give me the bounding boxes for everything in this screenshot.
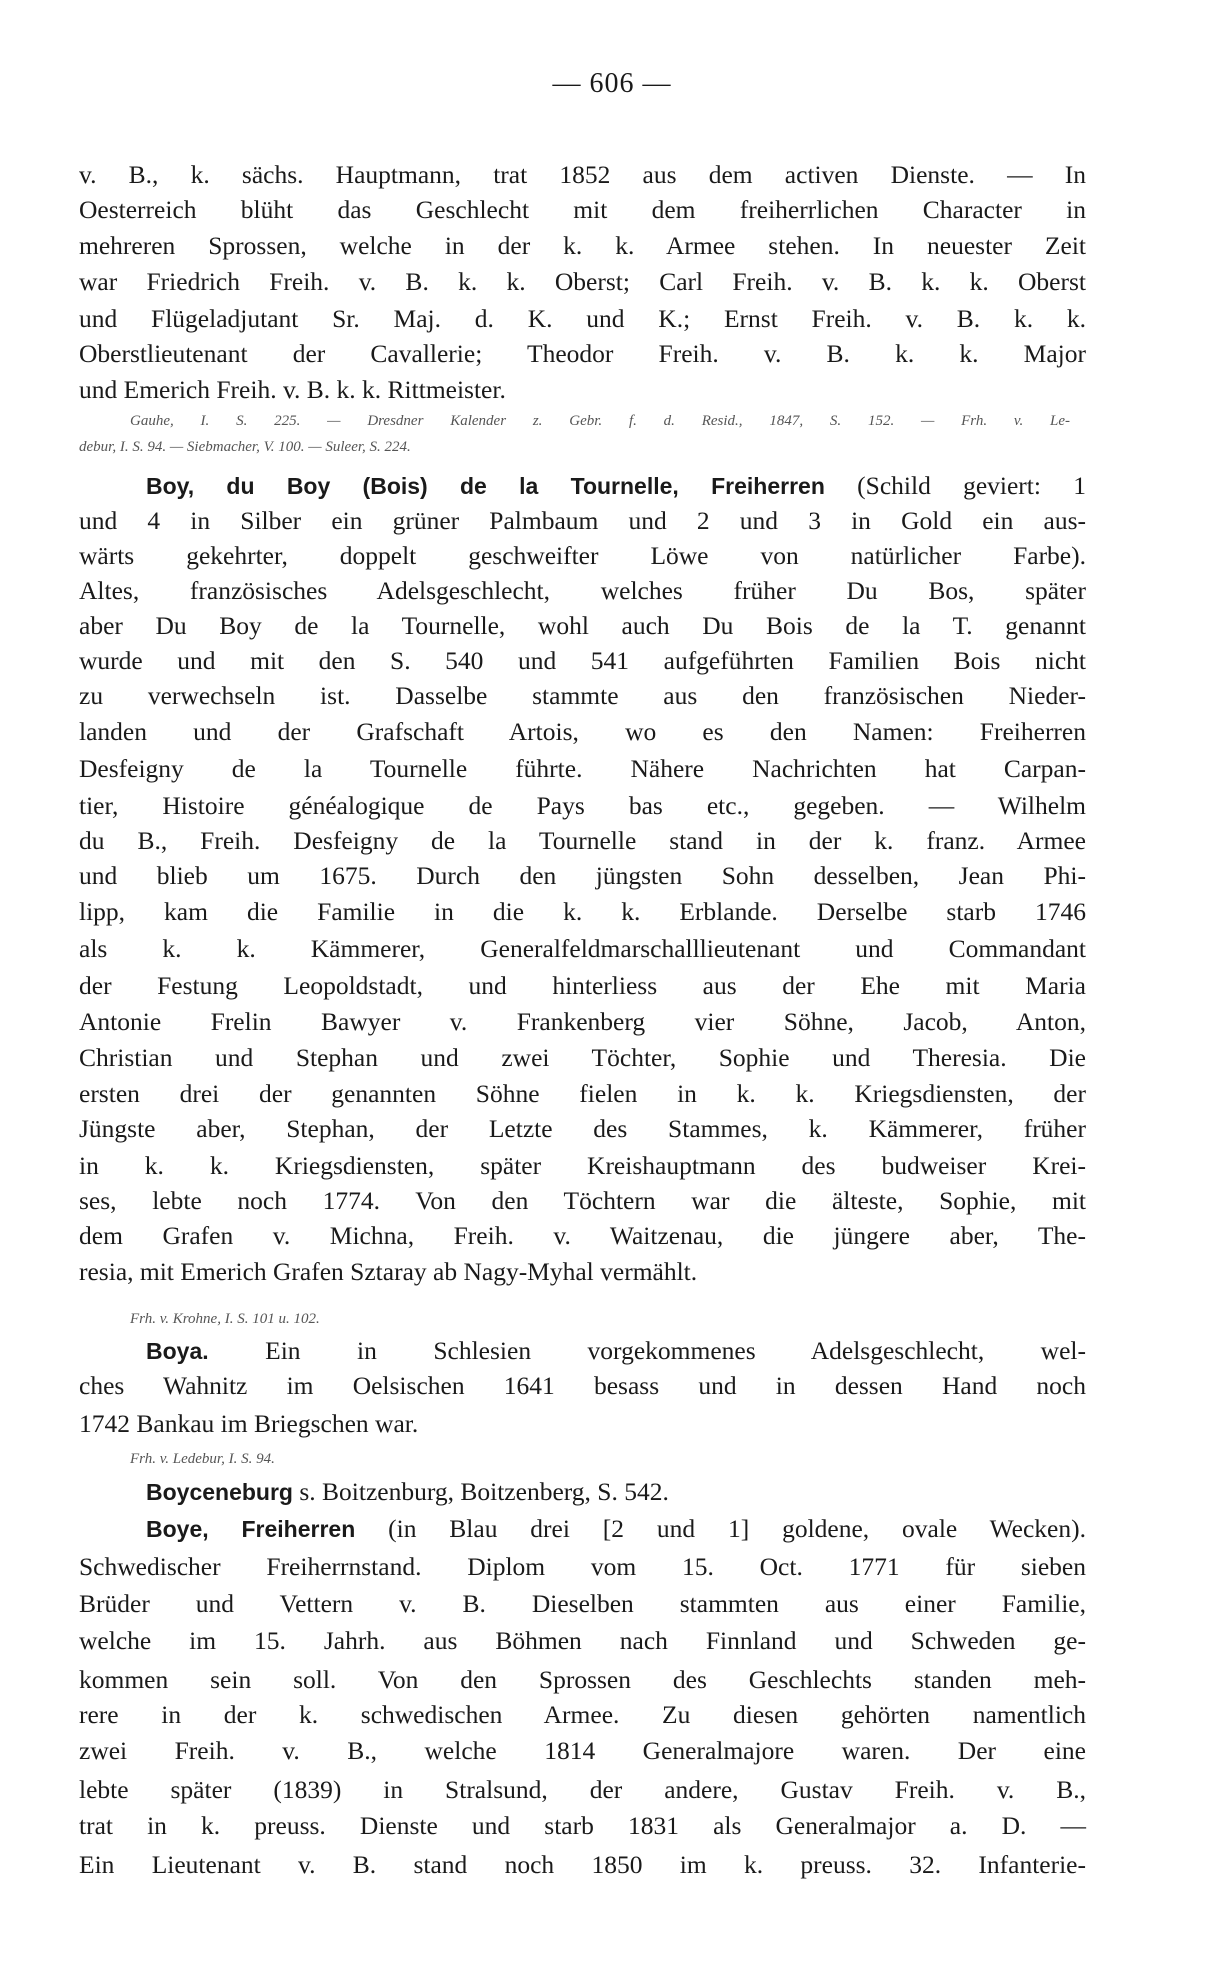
text-line xyxy=(79,1007,1086,1037)
text-line xyxy=(79,1079,1086,1109)
line-text: der Festung Leopoldstadt, und hinterliess aus der Ehe mit Maria xyxy=(79,971,1086,1000)
text-line xyxy=(79,717,1086,747)
line-text: (in Blau drei [2 und 1] goldene, ovale Wecken). xyxy=(355,1514,1086,1543)
line-text: zwei Freih. v. B., welche 1814 Generalmajore waren. Der eine xyxy=(79,1736,1086,1765)
text-line xyxy=(79,1186,1086,1216)
text-line xyxy=(146,1477,1086,1507)
citation-line xyxy=(130,1444,1070,1474)
line-text: Ein Lieutenant v. B. stand noch 1850 im k. preuss. 32. Infanterie- xyxy=(79,1850,1086,1879)
text-line xyxy=(79,1775,1086,1805)
line-text: debur, I. S. 94. — Siebmacher, V. 100. — Suleer, S. 224. xyxy=(79,439,411,455)
line-text: Ein in Schlesien vorgekommenes Adelsgeschlecht, wel- xyxy=(208,1336,1086,1365)
line-text: welche im 15. Jahrh. aus Böhmen nach Finnland und Schweden ge- xyxy=(79,1626,1086,1655)
text-line xyxy=(79,897,1086,927)
text-line xyxy=(79,304,1086,334)
text-line xyxy=(79,791,1086,821)
text-line xyxy=(79,1043,1086,1073)
line-text: landen und der Grafschaft Artois, wo es den Namen: Freiherren xyxy=(79,717,1086,746)
entry-heading: Boyceneburg xyxy=(146,1479,293,1505)
line-text: Oesterreich blüht das Geschlecht mit dem freiherrlichen Character in xyxy=(79,195,1086,224)
citation-line xyxy=(79,432,1086,462)
entry-heading: Boye, Freiherren xyxy=(146,1516,356,1542)
text-line xyxy=(79,1409,1086,1439)
text-line xyxy=(79,861,1086,891)
line-text: Oberstlieutenant der Cavallerie; Theodor Freih. v. B. k. k. Major xyxy=(79,339,1086,368)
text-line xyxy=(79,1626,1086,1656)
text-line xyxy=(79,1811,1086,1841)
text-line xyxy=(79,1665,1086,1695)
text-line xyxy=(79,541,1086,571)
text-line xyxy=(79,231,1086,261)
citation-line xyxy=(130,1304,1070,1334)
text-line xyxy=(79,646,1086,676)
line-text: Frh. v. Ledebur, I. S. 94. xyxy=(130,1451,275,1467)
text-line xyxy=(79,1257,1086,1287)
text-line xyxy=(79,1700,1086,1730)
text-line xyxy=(79,506,1086,536)
line-text: Christian und Stephan und zwei Töchter, Sophie und Theresia. Die xyxy=(79,1043,1086,1072)
text-line xyxy=(79,267,1086,297)
text-line xyxy=(146,471,1086,501)
line-text: Frh. v. Krohne, I. S. 101 u. 102. xyxy=(130,1311,320,1327)
text-line xyxy=(79,1589,1086,1619)
text-line xyxy=(79,1552,1086,1582)
line-text: Altes, französisches Adelsgeschlecht, welches früher Du Bos, später xyxy=(79,576,1086,605)
line-text: ersten drei der genannten Söhne fielen in k. k. Kriegsdiensten, der xyxy=(79,1079,1086,1108)
line-text: und Emerich Freih. v. B. k. k. Rittmeister. xyxy=(79,375,506,404)
text-line xyxy=(79,375,1086,405)
text-line xyxy=(79,971,1086,1001)
line-text: Gauhe, I. S. 225. — Dresdner Kalender z. Gebr. f. d. Resid., 1847, S. 152. — Frh. v. Le- xyxy=(130,413,1070,429)
line-text: rere in der k. schwedischen Armee. Zu diesen gehörten namentlich xyxy=(79,1700,1086,1729)
text-line xyxy=(146,1514,1086,1544)
line-text: Antonie Frelin Bawyer v. Frankenberg vier Söhne, Jacob, Anton, xyxy=(79,1007,1086,1036)
line-text: in k. k. Kriegsdiensten, später Kreishauptmann des budweiser Krei- xyxy=(79,1151,1086,1180)
line-text: wurde und mit den S. 540 und 541 aufgeführten Familien Bois nicht xyxy=(79,646,1086,675)
line-text: dem Grafen v. Michna, Freih. v. Waitzenau, die jüngere aber, The- xyxy=(79,1221,1086,1250)
line-text: Desfeigny de la Tournelle führte. Nähere Nachrichten hat Carpan- xyxy=(79,754,1086,783)
line-text: und blieb um 1675. Durch den jüngsten Sohn desselben, Jean Phi- xyxy=(79,861,1086,890)
line-text: Schwedischer Freiherrnstand. Diplom vom 15. Oct. 1771 für sieben xyxy=(79,1552,1086,1581)
text-line xyxy=(79,1151,1086,1181)
line-text: ches Wahnitz im Oelsischen 1641 besass und in dessen Hand noch xyxy=(79,1371,1086,1400)
text-line xyxy=(79,160,1086,190)
line-text: trat in k. preuss. Dienste und starb 1831 als Generalmajor a. D. — xyxy=(79,1811,1086,1840)
text-line xyxy=(79,826,1086,856)
line-text: kommen sein soll. Von den Sprossen des Geschlechts standen meh- xyxy=(79,1665,1086,1694)
line-text: war Friedrich Freih. v. B. k. k. Oberst; Carl Freih. v. B. k. k. Oberst xyxy=(79,267,1086,296)
text-line xyxy=(79,339,1086,369)
entry-heading: Boya. xyxy=(146,1338,209,1364)
line-text: und Flügeladjutant Sr. Maj. d. K. und K.; Ernst Freih. v. B. k. k. xyxy=(79,304,1086,333)
line-text: s. Boitzenburg, Boitzenberg, S. 542. xyxy=(292,1477,669,1506)
line-text: Brüder und Vettern v. B. Dieselben stammten aus einer Familie, xyxy=(79,1589,1086,1618)
entry-heading: Boy, du Boy (Bois) de la Tournelle, Freiherren xyxy=(146,473,825,499)
line-text: lipp, kam die Familie in die k. k. Erblande. Derselbe starb 1746 xyxy=(79,897,1086,926)
text-line xyxy=(79,1736,1086,1766)
line-text: resia, mit Emerich Grafen Sztaray ab Nagy-Myhal vermählt. xyxy=(79,1257,698,1286)
text-line xyxy=(79,681,1086,711)
page-number: — 606 — xyxy=(552,68,672,99)
line-text: 1742 Bankau im Briegschen war. xyxy=(79,1409,419,1438)
line-text: lebte später (1839) in Stralsund, der andere, Gustav Freih. v. B., xyxy=(79,1775,1086,1804)
line-text: Jüngste aber, Stephan, der Letzte des Stammes, k. Kämmerer, früher xyxy=(79,1114,1086,1143)
line-text: und 4 in Silber ein grüner Palmbaum und 2 und 3 in Gold ein aus- xyxy=(79,506,1086,535)
text-line xyxy=(79,195,1086,225)
line-text: (Schild geviert: 1 xyxy=(824,471,1086,500)
text-line xyxy=(146,1336,1086,1366)
line-text: zu verwechseln ist. Dasselbe stammte aus den französischen Nieder- xyxy=(79,681,1086,710)
line-text: tier, Histoire généalogique de Pays bas etc., gegeben. — Wilhelm xyxy=(79,791,1086,820)
text-line xyxy=(79,754,1086,784)
text-line xyxy=(79,1850,1086,1880)
line-text: du B., Freih. Desfeigny de la Tournelle stand in der k. franz. Armee xyxy=(79,826,1086,855)
line-text: als k. k. Kämmerer, Generalfeldmarschalllieutenant und Commandant xyxy=(79,934,1086,963)
text-line xyxy=(79,611,1086,641)
text-line xyxy=(79,1371,1086,1401)
line-text: aber Du Boy de la Tournelle, wohl auch Du Bois de la T. genannt xyxy=(79,611,1086,640)
line-text: mehreren Sprossen, welche in der k. k. Armee stehen. In neuester Zeit xyxy=(79,231,1086,260)
line-text: ses, lebte noch 1774. Von den Töchtern war die älteste, Sophie, mit xyxy=(79,1186,1086,1215)
line-text: v. B., k. sächs. Hauptmann, trat 1852 aus dem activen Dienste. — In xyxy=(79,160,1086,189)
text-line xyxy=(79,576,1086,606)
text-line xyxy=(79,934,1086,964)
text-line xyxy=(79,1221,1086,1251)
text-line xyxy=(79,1114,1086,1144)
line-text: wärts gekehrter, doppelt geschweifter Löwe von natürlicher Farbe). xyxy=(79,541,1086,570)
